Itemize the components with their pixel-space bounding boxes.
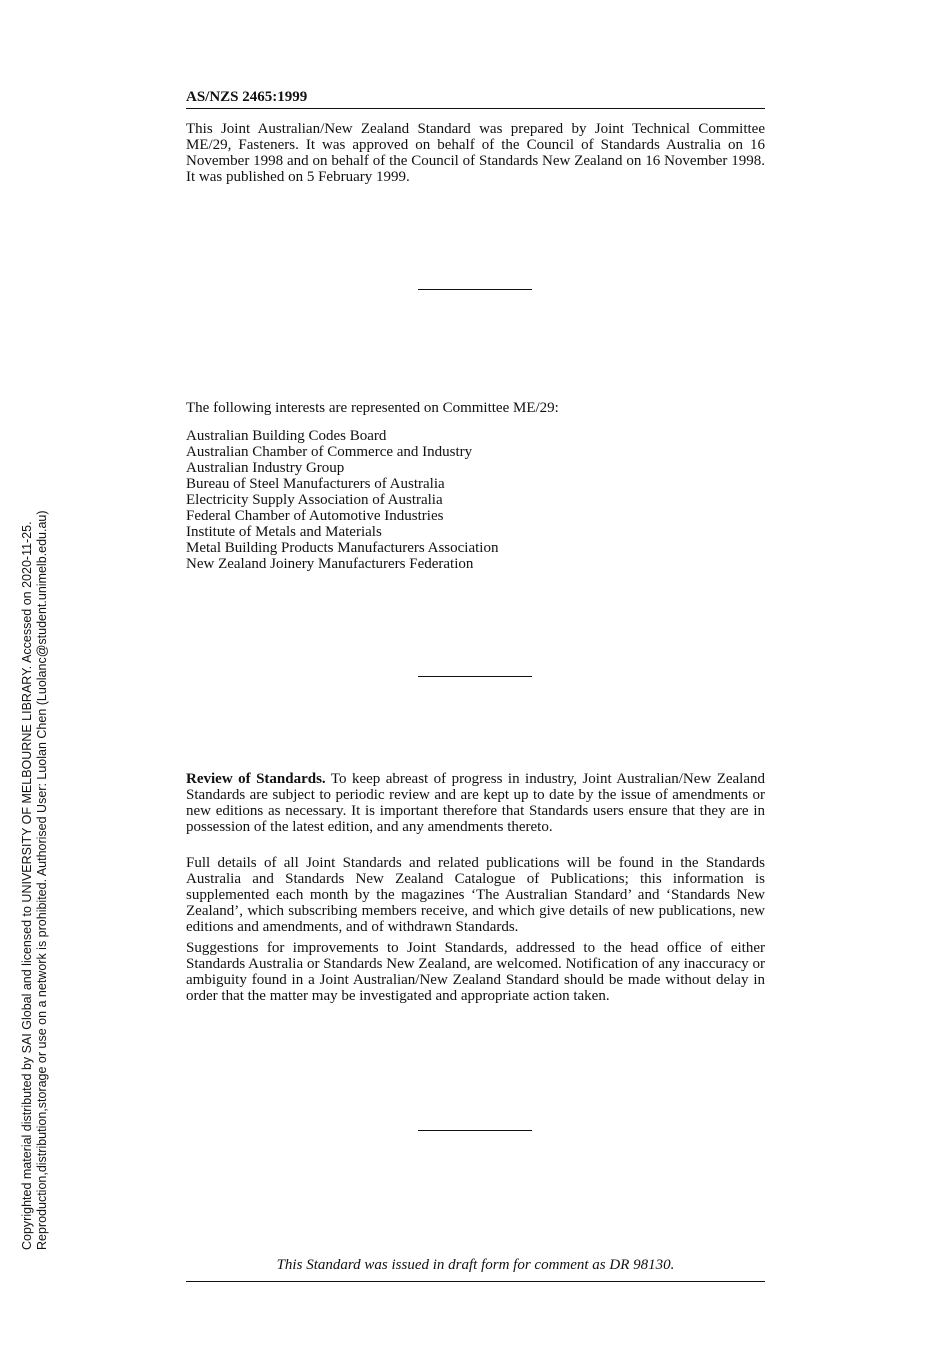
preparation-note: This Joint Australian/New Zealand Standard was prepared by Joint Technical Committee ME/29, Fasteners. It was approved on behalf of the Council of Standards Australia on 16 November 1998 and on behalf of the Council of Standards New Zealand on 16 November 1998. It was published on 5 February 1999.: [186, 121, 765, 185]
draft-note: This Standard was issued in draft form for comment as DR 98130.: [186, 1256, 765, 1282]
list-item: Metal Building Products Manufacturers Association: [186, 540, 499, 556]
standard-designation: AS/NZS 2465:1999: [186, 88, 765, 109]
list-item: Institute of Metals and Materials: [186, 524, 382, 540]
list-item: Australian Industry Group: [186, 460, 345, 476]
review-paragraph-3: Suggestions for improvements to Joint Standards, addressed to the head office of either Standards Australia or Standards New Zealand, are welcomed. Notification of any inaccuracy or ambiguity found in a Joint Australian/New Zealand Standard should be made without delay in order that the matter may be investigated and appropriate action taken.: [186, 940, 765, 1004]
review-paragraph-1: [186, 771, 765, 835]
review-paragraph-2: Full details of all Joint Standards and related publications will be found in the Standards Australia and Standards New Zealand Catalogue of Publications; this information is supplemented each month by the magazines ‘The Australian Standard’ and ‘Standards New Zealand’, which subscribing members receive, and which give details of new publications, new editions and amendments, and of withdrawn Standards.: [186, 855, 765, 935]
copyright-notice: [20, 490, 50, 1250]
section-divider: [418, 1130, 532, 1131]
list-item: New Zealand Joinery Manufacturers Federation: [186, 556, 474, 572]
section-divider: [418, 676, 532, 677]
list-item: Federal Chamber of Automotive Industries: [186, 508, 444, 524]
list-item: Australian Chamber of Commerce and Industry: [186, 444, 473, 460]
copyright-notice-line-2: Reproduction,distribution,storage or use on a network is prohibited. Authorised User: Luolan Chen (Luolanc@student.unimelb.edu.au): [35, 510, 49, 1250]
list-item: Australian Building Codes Board: [186, 428, 387, 444]
interests-list: [186, 428, 765, 572]
copyright-notice-line-1: Copyrighted material distributed by SAI Global and licensed to UNIVERSITY OF MELBOURNE LIBRARY. Accessed on 2020-11-25.: [20, 521, 34, 1250]
review-lead: Review of Standards.: [186, 771, 326, 787]
section-divider: [418, 289, 532, 290]
list-item: Bureau of Steel Manufacturers of Australia: [186, 476, 445, 492]
review-text-1: To keep abreast of progress in industry, Joint Australian/New Zealand Standards are subject to periodic review and are kept up to date by the issue of amendments or new editions as necessary. It is important therefore that Standards users ensure that they are in possession of the latest edition, and any amendments thereto.: [186, 771, 765, 835]
list-item: Electricity Supply Association of Australia: [186, 492, 443, 508]
interests-intro: The following interests are represented on Committee ME/29:: [186, 400, 559, 416]
